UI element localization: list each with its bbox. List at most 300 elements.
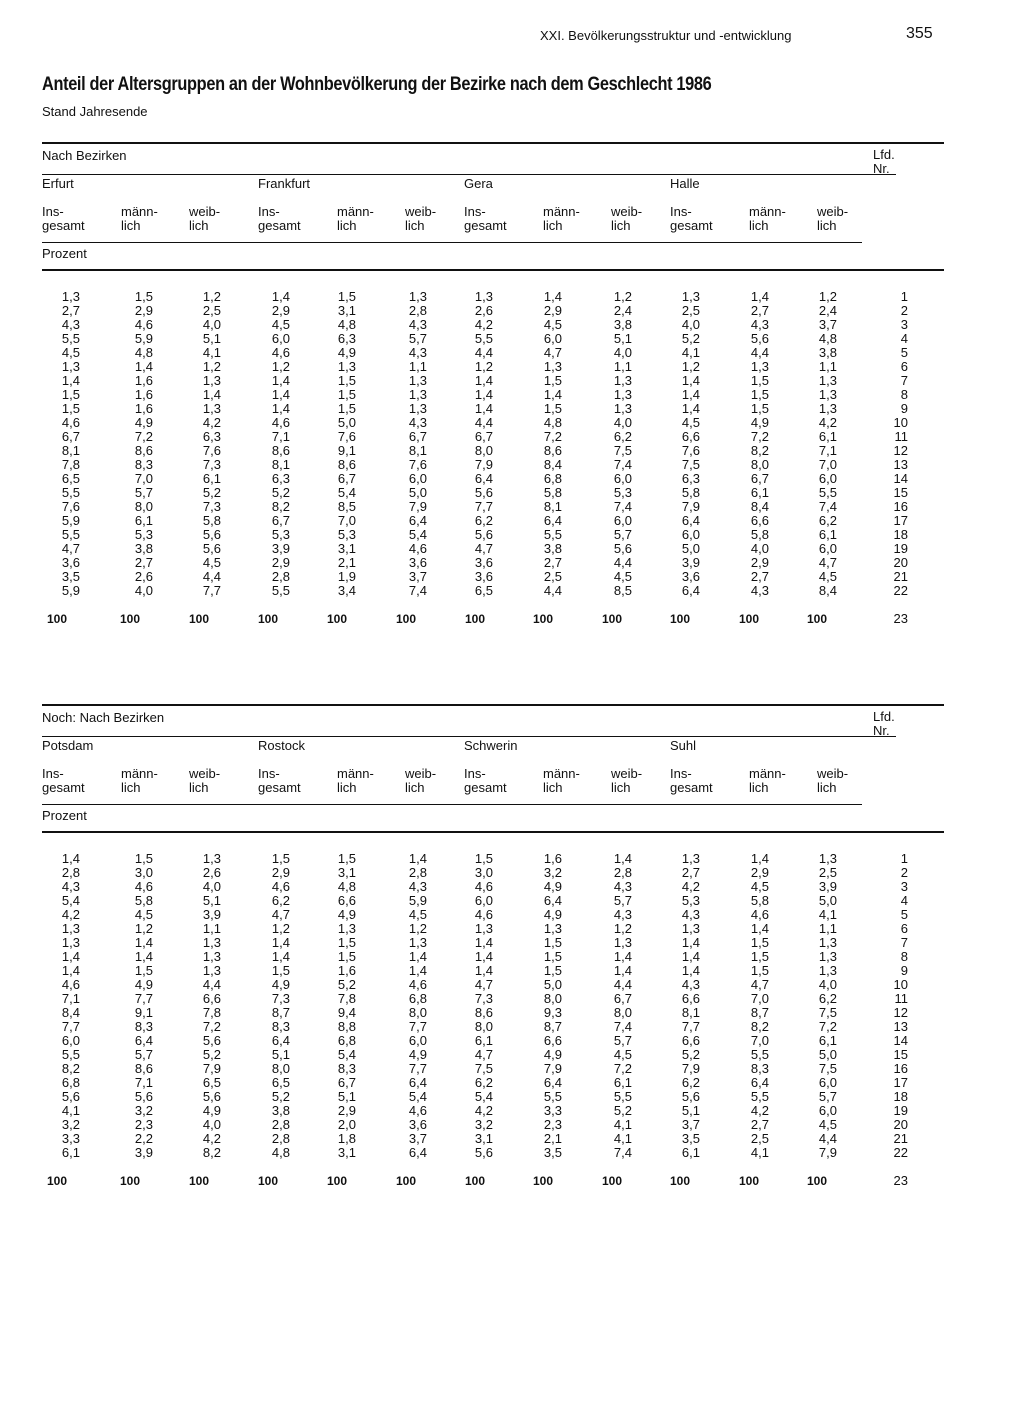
subcol-header-line2: lich [189,780,209,795]
table-cell: 3,5 [61,569,80,584]
table-cell: 1,5 [750,401,769,416]
district-name: Frankfurt [258,176,311,191]
total-cell: 100 [533,612,554,626]
table-cell: 8,4 [818,583,837,598]
table-cell: 4,3 [408,879,427,894]
table-cell: 6,2 [271,893,290,908]
table-cell: 7,4 [613,1145,632,1160]
table-cell: 5,9 [408,893,427,908]
table-cell: 4,7 [474,1047,493,1062]
row-number: 14 [893,1033,908,1048]
table-cell: 4,9 [543,1047,562,1062]
table-cell: 1,4 [61,963,80,978]
table-cell: 8,0 [408,1005,427,1020]
table-cell: 5,6 [202,527,221,542]
total-cell: 100 [670,1174,691,1188]
row-number: 6 [900,359,908,374]
table-cell: 6,0 [818,1075,837,1090]
row-number: 21 [893,1131,908,1146]
table-cell: 1,4 [613,949,632,964]
total-cell: 100 [533,1174,554,1188]
table-cell: 1,3 [543,921,562,936]
table-cell: 1,4 [202,387,221,402]
table-cell: 8,2 [750,1019,769,1034]
table-cell: 2,8 [271,1117,290,1132]
table-cell: 2,9 [543,303,562,318]
table-cell: 7,1 [134,1075,153,1090]
table-cell: 2,5 [750,1131,769,1146]
table-cell: 1,3 [681,851,700,866]
subcol-header-line1: weib- [189,204,221,219]
table-cell: 5,7 [613,893,632,908]
table-cell: 5,8 [750,893,769,908]
table-cell: 5,7 [818,1089,837,1104]
table-cell: 3,9 [134,1145,153,1160]
subcol-header-line2: gesamt [670,218,713,233]
table-cell: 2,3 [134,1117,153,1132]
table-cell: 6,1 [818,527,837,542]
table-cell: 1,5 [337,949,356,964]
table-cell: 5,6 [474,485,493,500]
row-number: 19 [893,541,908,556]
table-cell: 3,2 [134,1103,153,1118]
table-cell: 8,3 [337,1061,356,1076]
table-cell: 5,6 [61,1089,80,1104]
table-cell: 7,3 [474,991,493,1006]
table-cell: 2,6 [474,303,493,318]
table-cell: 4,3 [408,317,427,332]
table-cell: 1,4 [271,289,290,304]
table-cell: 1,2 [408,921,427,936]
table-cell: 4,7 [474,977,493,992]
total-cell: 100 [465,1174,486,1188]
table-cell: 7,9 [681,499,700,514]
table-cell: 4,3 [750,583,769,598]
table-cell: 1,3 [818,387,837,402]
table-cell: 1,3 [408,401,427,416]
table-cell: 9,4 [337,1005,356,1020]
table-cell: 5,7 [134,1047,153,1062]
table-cell: 1,4 [750,921,769,936]
table-cell: 5,2 [613,1103,632,1118]
table-cell: 4,2 [681,879,700,894]
table-cell: 1,1 [408,359,427,374]
table-cell: 4,6 [271,415,290,430]
table-cell: 4,4 [818,1131,837,1146]
table-cell: 4,5 [681,415,700,430]
row-number: 14 [893,471,908,486]
total-cell: 100 [120,1174,141,1188]
subcol-header-line1: männ- [543,766,580,781]
table-cell: 1,2 [202,289,221,304]
table-cell: 8,8 [337,1019,356,1034]
table-cell: 5,8 [134,893,153,908]
table-cell: 3,0 [134,865,153,880]
table-cell: 2,9 [337,1103,356,1118]
total-row-number: 23 [893,1173,908,1188]
subcol-header-line1: Ins- [258,204,280,219]
table-cell: 1,6 [134,401,153,416]
table-cell: 1,3 [750,359,769,374]
subcol-header-line2: lich [337,780,357,795]
table-cell: 8,2 [750,443,769,458]
table-heading: Noch: Nach Bezirken [42,710,165,725]
table-cell: 6,4 [408,513,427,528]
table-cell: 1,3 [61,359,80,374]
table-cell: 4,8 [337,317,356,332]
subcol-header-line1: weib- [611,204,643,219]
table-cell: 3,1 [337,1145,356,1160]
table-cell: 7,4 [613,457,632,472]
table-cell: 5,4 [61,893,80,908]
table-cell: 6,0 [613,471,632,486]
table-cell: 2,7 [681,865,700,880]
table-cell: 8,7 [543,1019,562,1034]
table-cell: 4,2 [750,1103,769,1118]
table-cell: 6,1 [202,471,221,486]
table-cell: 6,6 [681,991,700,1006]
table-cell: 7,7 [681,1019,700,1034]
table-cell: 1,4 [750,289,769,304]
subcol-header-line2: lich [121,218,141,233]
table-cell: 4,1 [202,345,221,360]
table-cell: 4,6 [61,415,80,430]
total-cell: 100 [602,612,623,626]
table-top-rule [42,142,944,144]
table-cell: 4,5 [613,1047,632,1062]
table-cell: 2,9 [271,865,290,880]
table-cell: 7,7 [134,991,153,1006]
total-cell: 100 [327,1174,348,1188]
table-cell: 5,1 [202,893,221,908]
subcol-header-line1: männ- [337,204,374,219]
total-cell: 100 [258,612,279,626]
table-cell: 5,4 [337,485,356,500]
table-cell: 6,4 [681,513,700,528]
table-cell: 2,4 [818,303,837,318]
table-cell: 1,3 [474,921,493,936]
table-cell: 6,5 [202,1075,221,1090]
table-cell: 6,7 [613,991,632,1006]
nr-label: Nr. [873,161,890,176]
table-cell: 2,7 [543,555,562,570]
table-cell: 3,6 [681,569,700,584]
table-cell: 8,0 [271,1061,290,1076]
table-cell: 6,6 [681,429,700,444]
table-cell: 5,4 [408,1089,427,1104]
table-cell: 5,2 [271,485,290,500]
lfd-label: Lfd. [873,709,895,724]
table-cell: 6,0 [474,893,493,908]
table-cell: 3,9 [818,879,837,894]
table-cell: 6,7 [271,513,290,528]
table-cell: 2,8 [408,865,427,880]
table-cell: 3,9 [202,907,221,922]
table-cell: 4,8 [134,345,153,360]
table-cell: 6,4 [543,513,562,528]
table-cell: 5,6 [474,1145,493,1160]
table-cell: 3,8 [818,345,837,360]
table-cell: 7,9 [408,499,427,514]
table-cell: 8,4 [750,499,769,514]
table-cell: 6,4 [543,1075,562,1090]
table-cell: 5,1 [681,1103,700,1118]
subcol-header-line1: männ- [121,766,158,781]
table-cell: 1,3 [613,373,632,388]
table-cell: 5,1 [271,1047,290,1062]
table-cell: 7,3 [202,457,221,472]
table-cell: 6,4 [474,471,493,486]
row-number: 11 [894,991,908,1006]
table-cell: 6,4 [271,1033,290,1048]
subcol-header-line1: weib- [611,766,643,781]
subcol-header-line1: Ins- [258,766,280,781]
table-cell: 1,2 [134,921,153,936]
table-cell: 8,3 [134,457,153,472]
subcol-header-line2: lich [611,218,631,233]
row-number: 15 [893,1047,908,1062]
table-cell: 1,1 [613,359,632,374]
table-top-rule [42,704,944,706]
total-cell: 100 [47,612,68,626]
table-cell: 6,5 [61,471,80,486]
table-cell: 4,7 [543,345,562,360]
table-cell: 1,3 [202,401,221,416]
prozent-rule [42,831,944,833]
table-cell: 1,5 [134,963,153,978]
table-cell: 1,1 [818,359,837,374]
table-cell: 1,1 [818,921,837,936]
table-cell: 4,5 [818,569,837,584]
table-cell: 4,9 [271,977,290,992]
row-number: 5 [900,345,908,360]
table-cell: 6,7 [61,429,80,444]
table-cell: 5,0 [818,1047,837,1062]
table-cell: 7,7 [474,499,493,514]
table-cell: 8,3 [134,1019,153,1034]
prozent-label: Prozent [42,808,87,823]
subcol-header-line1: männ- [121,204,158,219]
table-cell: 6,0 [818,1103,837,1118]
table-cell: 4,0 [134,583,153,598]
table-cell: 7,6 [681,443,700,458]
table-cell: 3,2 [474,1117,493,1132]
table-cell: 2,8 [613,865,632,880]
table-cell: 2,7 [750,303,769,318]
table-cell: 4,6 [474,907,493,922]
table-cell: 5,6 [134,1089,153,1104]
table-cell: 8,7 [271,1005,290,1020]
table-cell: 5,5 [61,485,80,500]
table-cell: 4,4 [613,977,632,992]
table-cell: 2,7 [750,1117,769,1132]
table-cell: 1,3 [474,289,493,304]
table-cell: 4,6 [61,977,80,992]
table-cell: 6,0 [271,331,290,346]
table-cell: 4,6 [134,879,153,894]
table-cell: 7,0 [337,513,356,528]
table-cell: 5,2 [202,1047,221,1062]
table-cell: 4,3 [61,317,80,332]
subcol-header-line2: lich [749,218,769,233]
table-cell: 5,0 [681,541,700,556]
table-cell: 7,0 [750,991,769,1006]
row-number: 17 [893,513,908,528]
table-cell: 1,2 [271,359,290,374]
table-cell: 7,9 [543,1061,562,1076]
subcol-header-line2: gesamt [42,218,85,233]
table-cell: 6,4 [750,1075,769,1090]
total-cell: 100 [465,612,486,626]
table-cell: 3,6 [474,569,493,584]
row-number: 19 [893,1103,908,1118]
table-cell: 1,3 [818,373,837,388]
table-cell: 2,0 [337,1117,356,1132]
table-cell: 1,3 [408,935,427,950]
table-cell: 5,5 [818,485,837,500]
row-number: 22 [893,1145,908,1160]
table-cell: 1,6 [337,963,356,978]
table-cell: 4,9 [337,907,356,922]
table-cell: 3,9 [271,541,290,556]
table-cell: 2,4 [613,303,632,318]
table-cell: 5,6 [202,1089,221,1104]
row-number: 17 [893,1075,908,1090]
table-cell: 7,0 [818,457,837,472]
table-cell: 1,3 [613,387,632,402]
table-cell: 1,4 [474,949,493,964]
table-cell: 6,0 [818,541,837,556]
table-cell: 5,1 [202,331,221,346]
table-cell: 4,5 [134,907,153,922]
table-cell: 4,1 [681,345,700,360]
table-cell: 5,1 [613,331,632,346]
table-cell: 4,9 [543,907,562,922]
table-cell: 7,2 [543,429,562,444]
subcol-header-line2: lich [405,218,425,233]
table-cell: 6,4 [681,583,700,598]
table-cell: 1,4 [134,949,153,964]
subcol-header-line2: gesamt [42,780,85,795]
nr-label: Nr. [873,723,890,738]
table-cell: 8,7 [750,1005,769,1020]
table-cell: 1,3 [543,359,562,374]
table-cell: 2,9 [271,303,290,318]
total-cell: 100 [807,1174,828,1188]
table-cell: 4,3 [408,345,427,360]
table-cell: 7,5 [818,1061,837,1076]
table-cell: 7,1 [271,429,290,444]
table-cell: 1,5 [134,851,153,866]
row-number: 13 [893,457,908,472]
row-number: 8 [900,949,908,964]
table-cell: 4,0 [681,317,700,332]
table-cell: 1,3 [613,401,632,416]
table-cell: 7,9 [681,1061,700,1076]
lfd-label: Lfd. [873,147,895,162]
district-name: Rostock [258,738,305,753]
table-cell: 3,9 [681,555,700,570]
table-cell: 5,2 [337,977,356,992]
table-cell: 1,3 [613,935,632,950]
table-cell: 5,5 [61,527,80,542]
table-cell: 1,4 [134,359,153,374]
table-cell: 4,4 [202,977,221,992]
row-number: 6 [900,921,908,936]
table-cell: 5,8 [543,485,562,500]
table-cell: 6,7 [337,471,356,486]
table-cell: 1,4 [61,373,80,388]
table-cell: 5,4 [337,1047,356,1062]
table-cell: 1,3 [61,935,80,950]
district-name: Erfurt [42,176,74,191]
table-cell: 3,8 [543,541,562,556]
table-cell: 6,7 [408,429,427,444]
total-cell: 100 [47,1174,68,1188]
table-cell: 1,4 [543,387,562,402]
table-cell: 5,6 [681,1089,700,1104]
subcol-header-line2: gesamt [670,780,713,795]
table-cell: 7,3 [271,991,290,1006]
table-cell: 5,5 [543,527,562,542]
table-cell: 3,1 [337,303,356,318]
table-cell: 7,6 [61,499,80,514]
table-cell: 1,3 [202,373,221,388]
table-cell: 4,6 [271,345,290,360]
table-cell: 4,5 [613,569,632,584]
table-cell: 8,2 [271,499,290,514]
total-cell: 100 [120,612,141,626]
row-number: 1 [900,851,908,866]
table-cell: 4,4 [202,569,221,584]
table-cell: 3,2 [61,1117,80,1132]
table-cell: 4,6 [408,541,427,556]
row-number: 1 [900,289,908,304]
page-subtitle: Stand Jahresende [42,104,148,119]
row-number: 12 [893,443,908,458]
district-rule [42,736,868,737]
table-cell: 2,5 [202,303,221,318]
table-cell: 1,3 [202,935,221,950]
row-number: 7 [900,935,908,950]
table-cell: 4,4 [474,345,493,360]
row-number: 21 [893,569,908,584]
table-cell: 7,8 [337,991,356,1006]
subcol-header-line2: lich [405,780,425,795]
subcol-header-line2: gesamt [464,218,507,233]
table-cell: 7,2 [613,1061,632,1076]
table-cell: 1,3 [818,401,837,416]
table-cell: 4,9 [134,977,153,992]
table-cell: 5,9 [61,583,80,598]
table-cell: 4,3 [408,415,427,430]
table-cell: 1,2 [681,359,700,374]
table-cell: 8,0 [613,1005,632,1020]
table-cell: 3,7 [681,1117,700,1132]
table-cell: 6,2 [818,991,837,1006]
total-cell: 100 [739,612,760,626]
table-cell: 6,2 [613,429,632,444]
total-cell: 100 [189,1174,210,1188]
district-name: Schwerin [464,738,518,753]
subcol-header-line1: Ins- [670,204,692,219]
table-cell: 5,6 [750,331,769,346]
total-cell: 100 [189,612,210,626]
table-cell: 4,3 [681,907,700,922]
table-cell: 4,2 [61,907,80,922]
table-cell: 7,3 [202,499,221,514]
table-cell: 1,4 [134,935,153,950]
